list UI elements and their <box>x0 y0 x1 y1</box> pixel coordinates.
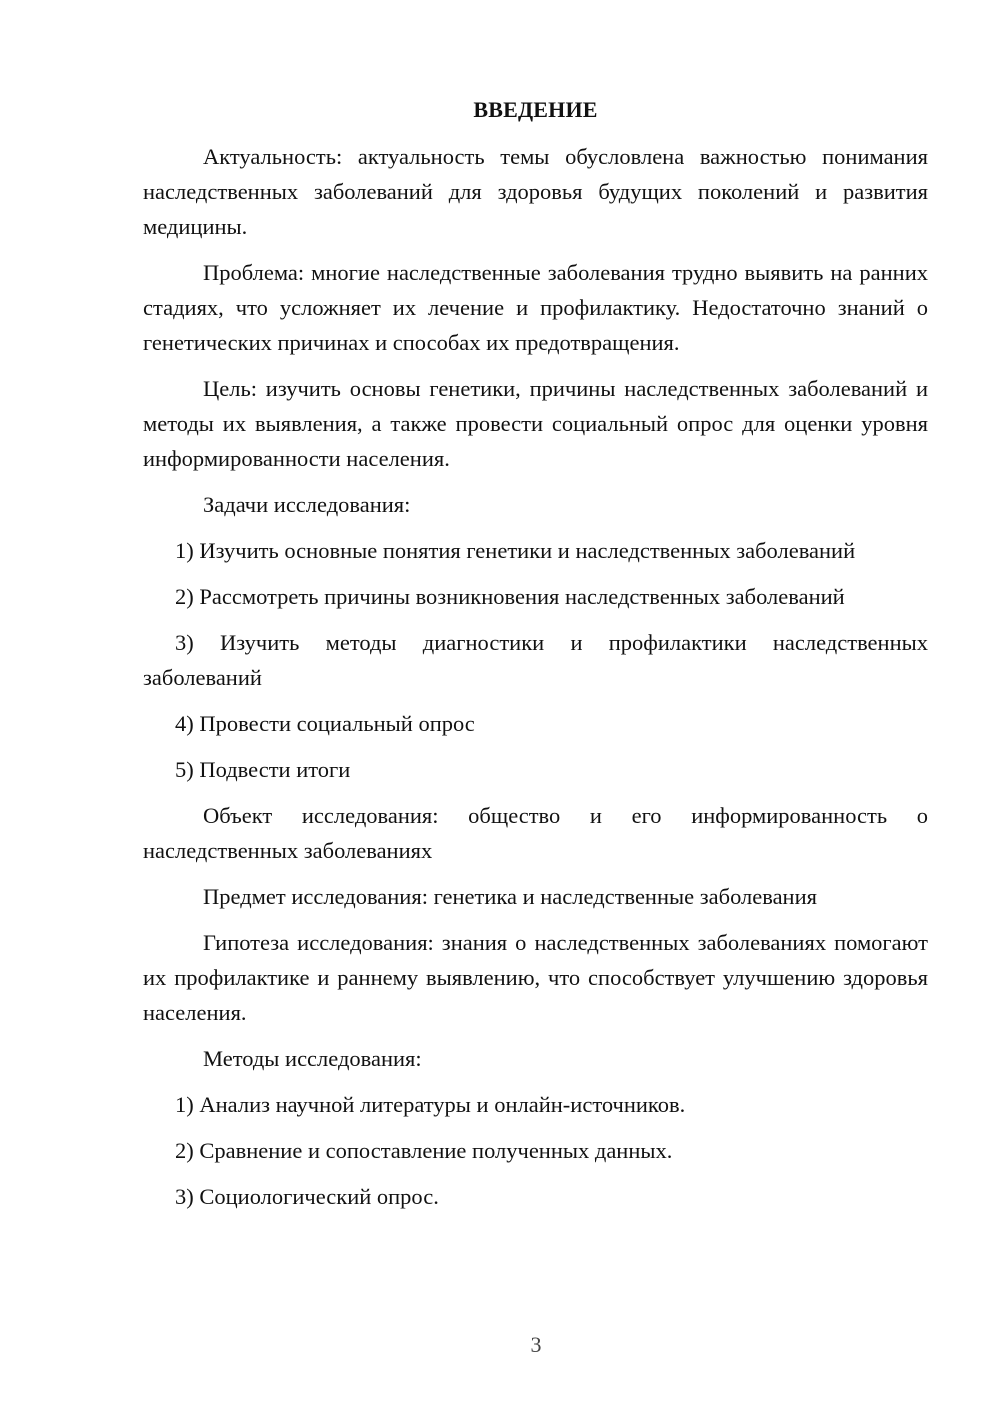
paragraph-problem: Проблема: многие наследственные заболевания трудно выявить на ранних стадиях, что усложняет их лечение и профилактику. Недостаточно знаний о генетических причинах и способах их предотвращения. <box>143 260 928 355</box>
tasks-list <box>143 533 928 787</box>
paragraph-subject: Предмет исследования: генетика и наследственные заболевания <box>203 884 817 909</box>
tasks-heading: Задачи исследования: <box>203 492 411 517</box>
list-item: 4) Провести социальный опрос <box>175 711 475 736</box>
list-item: 2) Рассмотреть причины возникновения наследственных заболеваний <box>175 584 845 609</box>
section-title: ВВЕДЕНИЕ <box>473 97 598 122</box>
paragraph-hypothesis: Гипотеза исследования: знания о наследственных заболеваниях помогают их профилактике и раннему выявлению, что способствует улучшению здоровья населения. <box>143 930 928 1025</box>
list-item: 2) Сравнение и сопоставление полученных данных. <box>175 1138 673 1163</box>
list-item: 1) Анализ научной литературы и онлайн-источников. <box>175 1092 686 1117</box>
methods-list <box>143 1087 928 1214</box>
list-item: 1) Изучить основные понятия генетики и наследственных заболеваний <box>175 538 856 563</box>
list-item: 3) Изучить методы диагностики и профилактики наследственных заболеваний <box>143 630 928 690</box>
paragraph-goal: Цель: изучить основы генетики, причины наследственных заболеваний и методы их выявления, а также провести социальный опрос для оценки уровня информированности населения. <box>143 376 928 471</box>
list-item: 5) Подвести итоги <box>175 757 351 782</box>
page-number: 3 <box>530 1332 542 1357</box>
list-item: 3) Социологический опрос. <box>175 1184 439 1209</box>
paragraph-object: Объект исследования: общество и его информированность о наследственных заболеваниях <box>143 803 928 863</box>
paragraph-relevance: Актуальность: актуальность темы обусловлена важностью понимания наследственных заболеваний для здоровья будущих поколений и развития медицины. <box>143 144 928 239</box>
methods-heading: Методы исследования: <box>203 1046 422 1071</box>
document-page <box>143 92 928 1225</box>
